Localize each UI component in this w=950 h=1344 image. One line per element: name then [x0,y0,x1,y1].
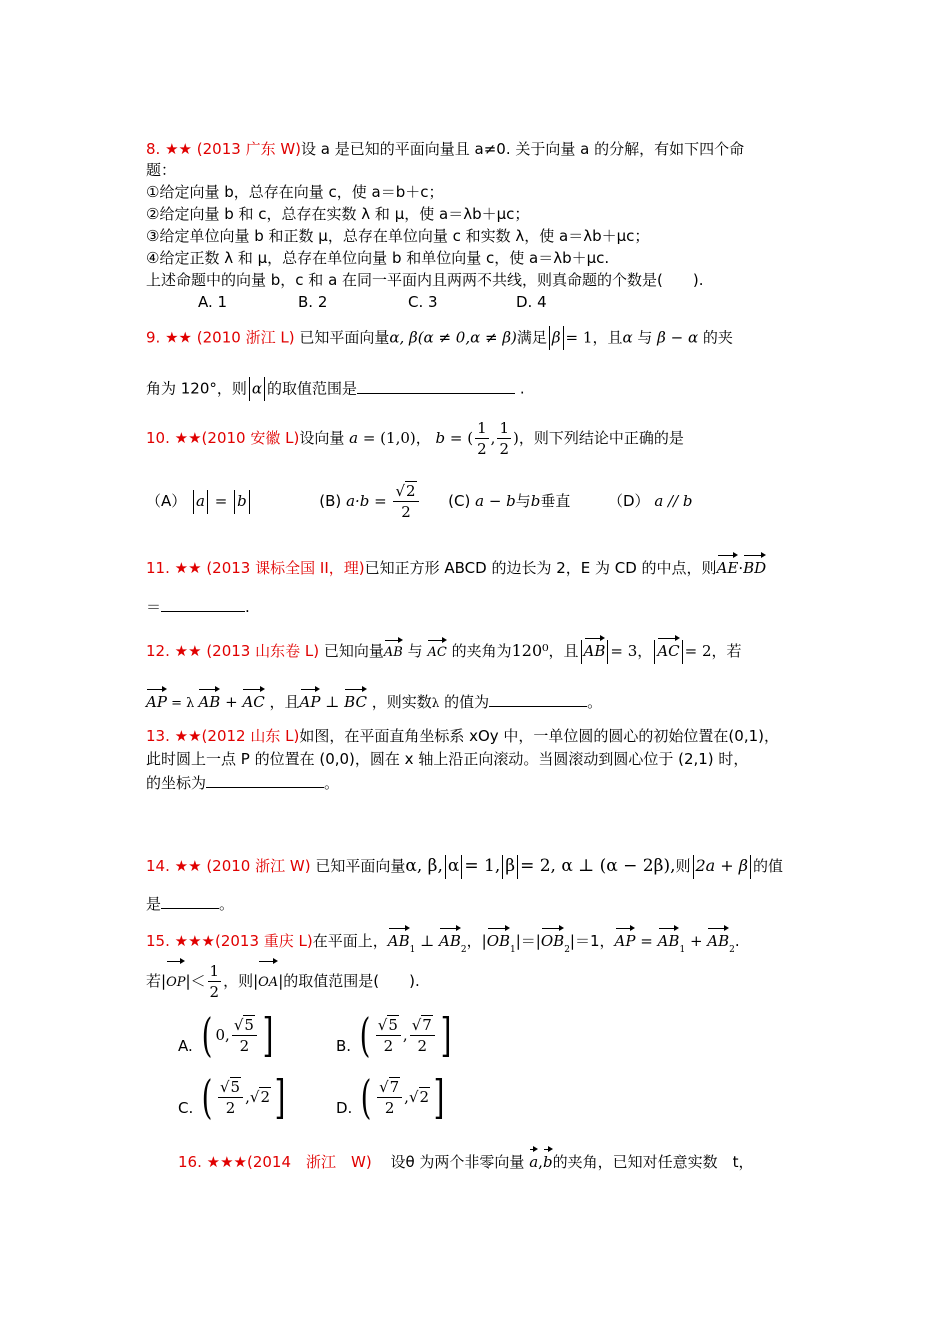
q13-line2: 此时圆上一点 P 的位置在 (0,0)，圆在 x 轴上沿正向滚动。当圆滚动到圆心位于 (2,1) 时， [146,750,749,768]
q12-text-7: ，且 [269,693,300,711]
q15-option-a [178,1009,277,1072]
q9-text-3: ，且 [592,328,623,347]
q14-math-4: β [505,856,516,876]
option-label: A. [178,1037,193,1055]
q13-line1 [146,725,779,747]
q15-option-c [178,1071,289,1134]
option-label: C. [178,1099,194,1117]
perp-operator: ⊥ [320,693,345,711]
vector-ap: AP [300,686,321,713]
q10-text-2: ，则下列结论中正确的是 [518,429,684,447]
answer-blank [357,379,515,394]
abs-bar [193,490,194,514]
q10-b-open: = ( [445,429,474,447]
abs-bar [249,490,250,514]
q12-text-6: ，若 [711,642,742,660]
subscript: 2 [729,945,735,955]
abs-bar [517,855,518,879]
subscript: 1 [510,945,516,955]
q15-stars: ★★★ [174,932,215,950]
q15-text-1: 在平面上， [312,932,388,950]
q14-math-2: α [447,856,460,876]
subscript: 1 [409,945,416,955]
q12-text-4: ，且 [548,642,579,660]
q12-source: (2013 山东卷 L) [206,642,320,660]
vector-b: b [543,1146,553,1173]
answer-blank [161,894,219,909]
q11-equals: ＝ [146,598,162,616]
comma: , [538,1153,543,1171]
q12-lambda: λ [431,696,440,710]
q8-proposition-2: ②给定向量 b 和 c，总存在实数 λ 和 μ，使 a＝λb＋μc； [146,205,530,223]
vector-ap: AP [615,925,636,952]
abs-bar [207,490,208,514]
abs-bar [249,377,250,401]
vector-bd: BD [743,552,766,579]
q13-line3 [146,772,339,794]
q8-text-1: 设 a 是已知的平面向量且 a≠0. 关于向量 a 的分解，有如下四个命 [301,140,745,158]
q8-stars: ★★ [165,140,192,158]
interval: ( $\frac{√7}{2}$ , √2 ] [360,1070,445,1124]
q10-b: b [435,429,446,447]
q8-line7: 上述命题中的向量 b，c 和 a 在同一平面内且两两不共线，则真命题的个数是( ). [146,271,704,289]
q15-option-d [336,1071,448,1134]
abs-bar [234,490,235,514]
q9-text-8: . [519,379,525,398]
abs-bar [502,855,503,879]
q14-text-2: 则 [675,857,691,875]
vector-ap: AP [146,686,167,713]
q11-text-1: 已知正方形 ABCD 的边长为 2，E 为 CD 的中点，则 [364,559,717,577]
q9-math-2: β [551,328,561,347]
q14-math-6: 2a + β [695,856,749,875]
subscript: 2 [460,945,467,955]
q14-text-4: 是 [146,895,162,913]
q12-text-1: 已知向量 [323,642,384,660]
equals-operator: = [635,932,658,950]
q8-line2: 题： [146,161,177,179]
q10-option-c-label: (C) [448,492,471,510]
q9-math-1: α, β(α ≠ 0,α ≠ β) [389,328,517,347]
q14-stars: ★★ [174,857,202,875]
q10-option-a-label: （A） [146,492,187,510]
q10-option-a-eq: = [210,492,233,510]
q9-number: 9. [146,328,161,347]
q15-text-7: ，则| [223,972,259,990]
q12-stars: ★★ [174,642,202,660]
q14-math-3: = 1, [464,856,501,876]
q10-a-value: = (1,0)， [358,429,431,447]
abs-bar [682,640,683,664]
abs-bar [750,855,751,879]
q11-number: 11. [146,559,170,577]
q16-text-2: 的夹角，已知对任意实数 t， [552,1153,754,1171]
vector-ab1: AB [388,925,410,952]
vector-op: OP [166,958,185,1003]
interval: ( 0, $\frac{√5}{2}$ ] [201,1008,274,1062]
vector-a: a [529,1146,538,1173]
q13-end: 。 [324,774,340,792]
q12-text-9: 的值为 [444,693,490,711]
vector-ab1: AB [658,925,680,952]
q10-option-c-expr: a − b [475,492,516,510]
q11-line1 [146,552,766,579]
answer-blank [206,773,324,788]
vector-ob2: OB [541,925,564,952]
option-label: D. [336,1099,353,1117]
interval: ( $\frac{√5}{2}$ , √2 ] [201,1070,286,1124]
q8-proposition-4: ④给定正数 λ 和 μ，总存在单位向量 b 和单位向量 c，使 a＝λb＋μc. [146,249,610,267]
abs-bar [445,855,446,879]
q16-number: 16. [178,1153,202,1171]
q14-source: (2010 浙江 W) [206,857,311,875]
q11-source: (2013 课标全国 II，理) [206,559,365,577]
dot-operator: · [738,559,744,577]
q10-number: 10. [146,429,170,447]
abs-bar [693,855,694,879]
q12-line1 [146,635,742,664]
q9-text-7: 的取值范围是 [267,379,358,398]
q16-stars: ★★★ [206,1153,247,1171]
subscript: 1 [679,945,686,955]
q10-a: a [349,429,359,447]
q13-source: (2012 山东 L) [201,727,300,745]
q9-math-3: = 1 [565,328,593,347]
q13-stars: ★★ [174,727,202,745]
q15-text-8: |的取值范围是( ). [278,972,420,990]
q8-option-c: C. 3 [408,293,438,311]
answer-blank [489,692,587,707]
q15-number: 15. [146,932,170,950]
q14-number: 14. [146,857,170,875]
q8-option-d: D. 4 [516,293,547,311]
q10-option-c-text: 与 [515,492,531,510]
abs-bar [607,640,608,664]
q10-option-b-label: (B) [319,492,342,510]
q8-proposition-3: ③给定单位向量 b 和正数 μ，总存在单位向量 c 和实数 λ，使 a＝λb＋μc； [146,227,650,245]
plus-operator: + [685,932,708,950]
q15-text-2: ，| [466,932,487,950]
q12-text-3: 的夹角为 [451,642,512,660]
option-label: B. [336,1037,352,1055]
q13-text-3: 的坐标为 [146,774,207,792]
q9-line2 [146,377,525,401]
vector-ae: AE [717,552,739,579]
q16-text-1: 设θ 为两个非零向量 [390,1153,525,1171]
q12-equals-lambda: = λ [166,696,199,711]
q9-text-4: 与 [637,328,653,347]
q12-comma: ， [637,642,653,660]
q10-line1: 10. ★★(2010 安徽 L)设向量 a = (1,0)， b = ( $\frac{1}{2}$ , $\frac{1}{2}$ )，则下列结论中正确的是 [146,419,684,458]
q15-line1 [146,925,740,961]
interval: ( $\frac{√5}{2}$ , $\frac{√7}{2}$ ] [359,1008,452,1062]
vector-ab2: AB [707,925,729,952]
abs-bar [549,326,550,350]
q12-ab-length: = 3 [610,642,638,660]
q15-period: . [734,932,740,950]
q10-option-c-text-2: 垂直 [540,492,571,510]
q15-text-3: |＝| [515,932,541,950]
q12-number: 12. [146,642,170,660]
q14-text-3: 的值 [753,857,784,875]
q9-text-2: 满足 [516,328,547,347]
q10-option-a-a: a [196,492,205,510]
vector-oa: OA [258,958,278,1003]
vector-ac: AC [427,637,446,664]
q8-option-b: B. 2 [298,293,328,311]
plus-operator: + [220,693,243,711]
q15-source: (2013 重庆 L) [214,932,313,950]
q14-line2 [146,893,234,915]
q10-option-b-expr: a·b = [346,492,392,510]
q10-options [146,479,693,523]
q14-text-1: 已知平面向量 [315,857,406,875]
q11-line2 [146,596,250,618]
q11-period: . [245,598,250,616]
q8-line1 [146,138,744,160]
vector-ob1: OB [487,925,510,952]
q9-text-6: 角为 120°，则 [146,379,247,398]
vector-ab: AB [584,635,606,662]
fraction: $\frac{1}{2}$ [209,962,220,1001]
q10-option-a-b: b [237,492,247,510]
abs-bar [461,855,462,879]
vector-ab: AB [384,637,403,664]
q15-text-4: |＝1， [569,932,615,950]
vector-ab: AB [198,686,220,713]
q9-math-4: α [622,328,633,347]
q12-line2 [146,686,602,715]
q9-text-5: 的夹 [702,328,733,347]
q15-line2 [146,958,420,1003]
q15-text-5: 若| [146,972,167,990]
fraction: $\frac{1}{2}$ [477,419,487,458]
subscript: 2 [564,945,570,955]
q8-source: (2013 广东 W) [196,140,302,158]
answer-blank [161,597,245,612]
q8-proposition-1: ①给定向量 b，总存在向量 c，使 a＝b＋c； [146,183,444,201]
q10-text-1: 设向量 [299,429,345,447]
q13-number: 13. [146,727,170,745]
q9-source: (2010 浙江 L) [196,328,295,347]
fraction: $\frac{1}{2}$ [499,419,509,458]
perp-operator: ⊥ [415,932,440,950]
q10-source: (2010 安徽 L) [201,429,300,447]
q14-end: 。 [219,895,235,913]
q9-stars: ★★ [165,328,192,347]
q12-ac-length: = 2 [684,642,712,660]
q12-angle: 120⁰ [511,641,549,660]
q15-text-6: |＜ [185,972,206,990]
q11-stars: ★★ [174,559,202,577]
abs-bar [264,377,265,401]
q9-line1 [146,326,733,350]
abs-bar [563,326,564,350]
q14-math-1: α, β, [405,856,443,876]
q10-option-d-label: （D） [607,492,650,510]
abs-bar [581,640,582,664]
fraction: $\frac{√2}{2}$ [393,481,418,522]
q12-text-2: 与 [407,642,423,660]
vector-ac: AC [242,686,264,713]
q9-math-5: β − α [657,328,699,347]
q12-text-8: ，则实数 [371,693,432,711]
vector-ac: AC [657,635,679,662]
q16-source: (2014 浙江 W) [246,1153,372,1171]
q8-option-a: A. 1 [198,293,228,311]
q12-end: 。 [587,693,603,711]
q15-option-b [336,1009,455,1072]
q16-line1 [178,1146,753,1173]
vector-ab2: AB [439,925,461,952]
q10-stars: ★★ [174,429,202,447]
q14-line1 [146,846,783,886]
sqrt: √2 [395,482,416,500]
abs-bar [654,640,655,664]
vector-bc: BC [344,686,367,713]
q10-option-c-b: b [530,492,541,510]
q9-math-6: α [251,379,263,398]
q10-option-d-expr: a // b [654,492,693,510]
q13-text-1: 如图，在平面直角坐标系 xOy 中，一单位圆的圆心的初始位置在(0,1)， [299,727,779,745]
q8-number: 8. [146,140,161,158]
q9-text-1: 已知平面向量 [299,328,390,347]
q14-math-5: = 2, α ⊥ (α − 2β), [520,856,676,876]
